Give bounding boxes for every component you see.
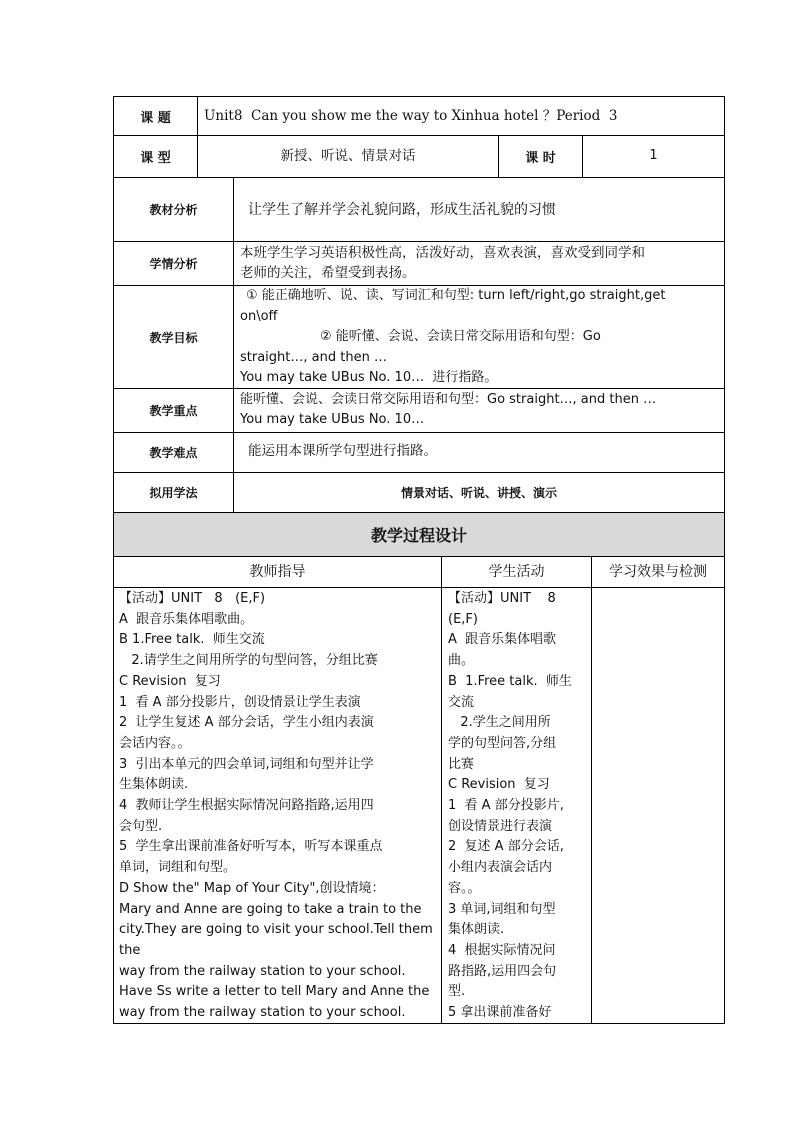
student-line: 交流 [448,694,475,710]
teacher-line: 【活动】UNIT 8 (E,F) [119,591,266,606]
student-line: 2.学生之间用所 [448,715,551,731]
difficult-label: 教学难点 [149,446,198,460]
goals-line: ① 能正确地听、说、读、写词汇和句型: turn left/right,go straight,get [246,288,666,303]
col-teacher-header: 教师指导 [249,563,306,580]
key-text [240,390,722,430]
student-line: 5 拿出课前准备好 [448,1005,552,1021]
goals-line: You may take UBus No. 10… 进行指路。 [240,370,498,385]
teacher-line: D Show the" Map of Your City",创设情境： [119,880,385,896]
student-line: 型. [448,984,466,1000]
student-line: 【活动】UNIT 8 [448,591,556,606]
teacher-line: 单词，词组和句型。 [119,860,237,876]
textbook-value: 让学生了解并学会礼貌问路，形成生活礼貌的习惯 [248,202,556,218]
col-effect-header: 学习效果与检测 [609,563,707,580]
student-line: 4 根据实际情况问 [448,942,556,958]
teacher-line: Mary and Anne are going to take a train to the [119,901,422,917]
methods-value: 情景对话、听说、讲授、演示 [400,486,557,500]
goals-line: ② 能听懂、会说、会读日常交际用语和句型：Go [320,329,601,344]
hours-value: 1 [649,148,658,164]
type-label: 课 型 [140,151,171,166]
teacher-line: Have Ss write a letter to tell Mary and Anne the [119,984,430,1000]
learning-effect-cell [592,588,724,1023]
goals-label: 教学目标 [149,330,198,345]
student-line: 比赛 [448,756,475,772]
teacher-line: city.They are going to visit your school.Tell them [119,922,433,938]
key-line: 能听懂、会说、会读日常交际用语和句型：Go straight…, and then … [240,392,657,407]
teacher-line: the [119,942,141,958]
student-line: 路指路,运用四会句 [448,963,557,979]
difficult-value: 能运用本课所学句型进行指路。 [248,443,437,459]
student-line: 曲。 [448,653,475,669]
student-line: 容。。 [448,880,481,896]
teacher-line: 2.请学生之间用所学的句型问答，分组比赛 [119,653,378,669]
student-line: 集体朗读. [448,922,505,938]
teacher-line: 3 引出本单元的四会单词,词组和句型并让学 [119,756,374,772]
col-student-header: 学生活动 [488,563,545,580]
teacher-line: 会句型. [119,818,163,834]
methods-label: 拟用学法 [149,486,198,500]
teacher-line: 会话内容。。 [119,735,191,751]
hours-label: 课 时 [525,151,556,166]
teacher-line: way from the railway station to your school. [119,1005,406,1021]
goals-line: straight…, and then … [240,349,387,365]
teacher-line: C Revision 复习 [119,673,221,689]
type-value: 新授、听说、情景对话 [280,148,416,165]
topic-value: Unit8 Can you show me the way to Xinhua hotel ？Period 3 [204,108,618,124]
students-line: 老师的关注，希望受到表扬。 [240,265,416,281]
student-line: 2 复述 A 部分会话, [448,839,564,855]
teacher-line: way from the railway station to your school. [119,963,406,979]
student-line: 3 单词,词组和句型 [448,901,556,917]
key-line: You may take UBus No. 10… [240,412,425,427]
goals-line: on\off [240,308,278,324]
teacher-line: 5 学生拿出课前准备好听写本，听写本课重点 [119,839,383,855]
students-text [240,243,722,283]
teacher-guidance [119,589,439,1024]
teacher-line: 生集体朗读. [119,777,189,793]
student-line: 小组内表演会话内 [448,860,553,876]
student-line: (E,F) [448,611,478,627]
process-title: 教学过程设计 [370,526,467,545]
student-line: C Revision 复习 [448,777,550,793]
topic-label: 课 题 [140,110,171,126]
key-label: 教学重点 [149,404,198,418]
student-line: 创设情景进行表演 [448,818,553,834]
teacher-line: 4 教师让学生根据实际情况问路指路,运用四 [119,798,374,814]
textbook-label: 教材分析 [149,203,198,217]
teacher-line: A 跟音乐集体唱歌曲。 [119,611,254,627]
student-line: A 跟音乐集体唱歌 [448,632,557,648]
student-line: 学的句型问答,分组 [448,735,557,751]
student-activity [448,589,590,1024]
teacher-line: B 1.Free talk. 师生交流 [119,632,265,648]
students-line: 本班学生学习英语积极性高，活泼好动，喜欢表演，喜欢受到同学和 [240,245,645,261]
students-label: 学情分析 [149,257,198,271]
teacher-line: 2 让学生复述 A 部分会话，学生小组内表演 [119,715,374,731]
teacher-line: 1 看 A 部分投影片，创设情景让学生表演 [119,694,361,710]
student-line: B 1.Free talk. 师生 [448,673,572,689]
student-line: 1 看 A 部分投影片, [448,798,564,814]
goals-text [240,286,722,389]
